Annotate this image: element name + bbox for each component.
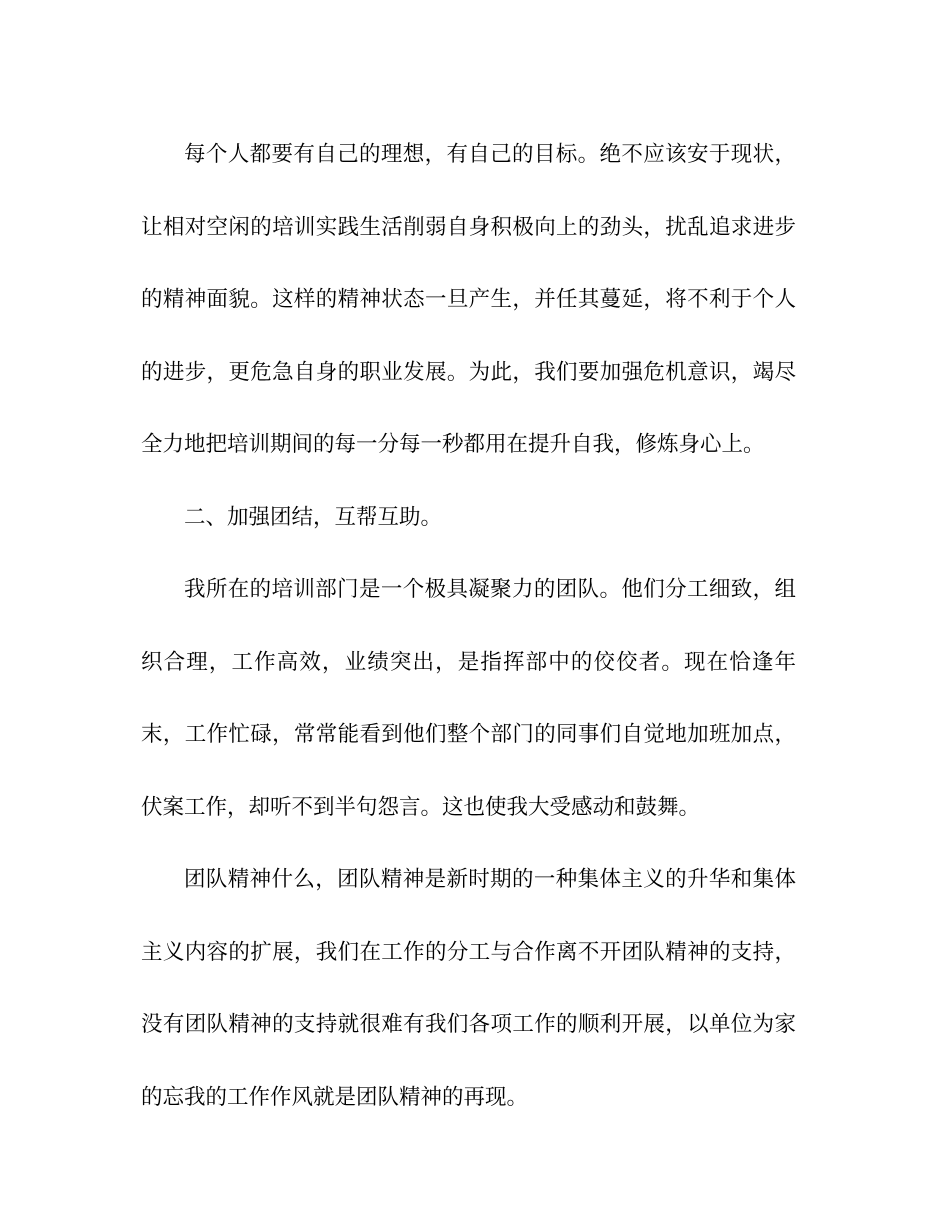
section-heading-unity: 二、加强团结，互帮互助。 bbox=[184, 504, 443, 530]
paragraph-team: 我所在的培训部门是一个极具凝聚力的团队。他们分工细致，组织合理，工作高效，业绩突出，是指挥部中的佼佼者。现在恰逢年末，工作忙碌，常常能看到他们整个部门的同事们自觉地加班加点，伏案工作，却听不到半句怨言。这也使我大受感动和鼓舞。 bbox=[141, 577, 796, 820]
document-body bbox=[141, 119, 796, 1134]
paragraph-ideals: 每个人都要有自己的理想，有自己的目标。绝不应该安于现状，让相对空闲的培训实践生活削弱自身积极向上的劲头，扰乱追求进步的精神面貌。这样的精神状态一旦产生，并任其蔓延，将不利于个人的进步，更危急自身的职业发展。为此，我们要加强危机意识，竭尽全力地把培训期间的每一分每一秒都用在提升自我，修炼身心上。 bbox=[141, 142, 796, 457]
paragraph-team-spirit: 团队精神什么，团队精神是新时期的一种集体主义的升华和集体主义内容的扩展，我们在工作的分工与合作离不开团队精神的支持，没有团队精神的支持就很难有我们各项工作的顺利开展，以单位为家的忘我的工作作风就是团队精神的再现。 bbox=[141, 867, 796, 1110]
